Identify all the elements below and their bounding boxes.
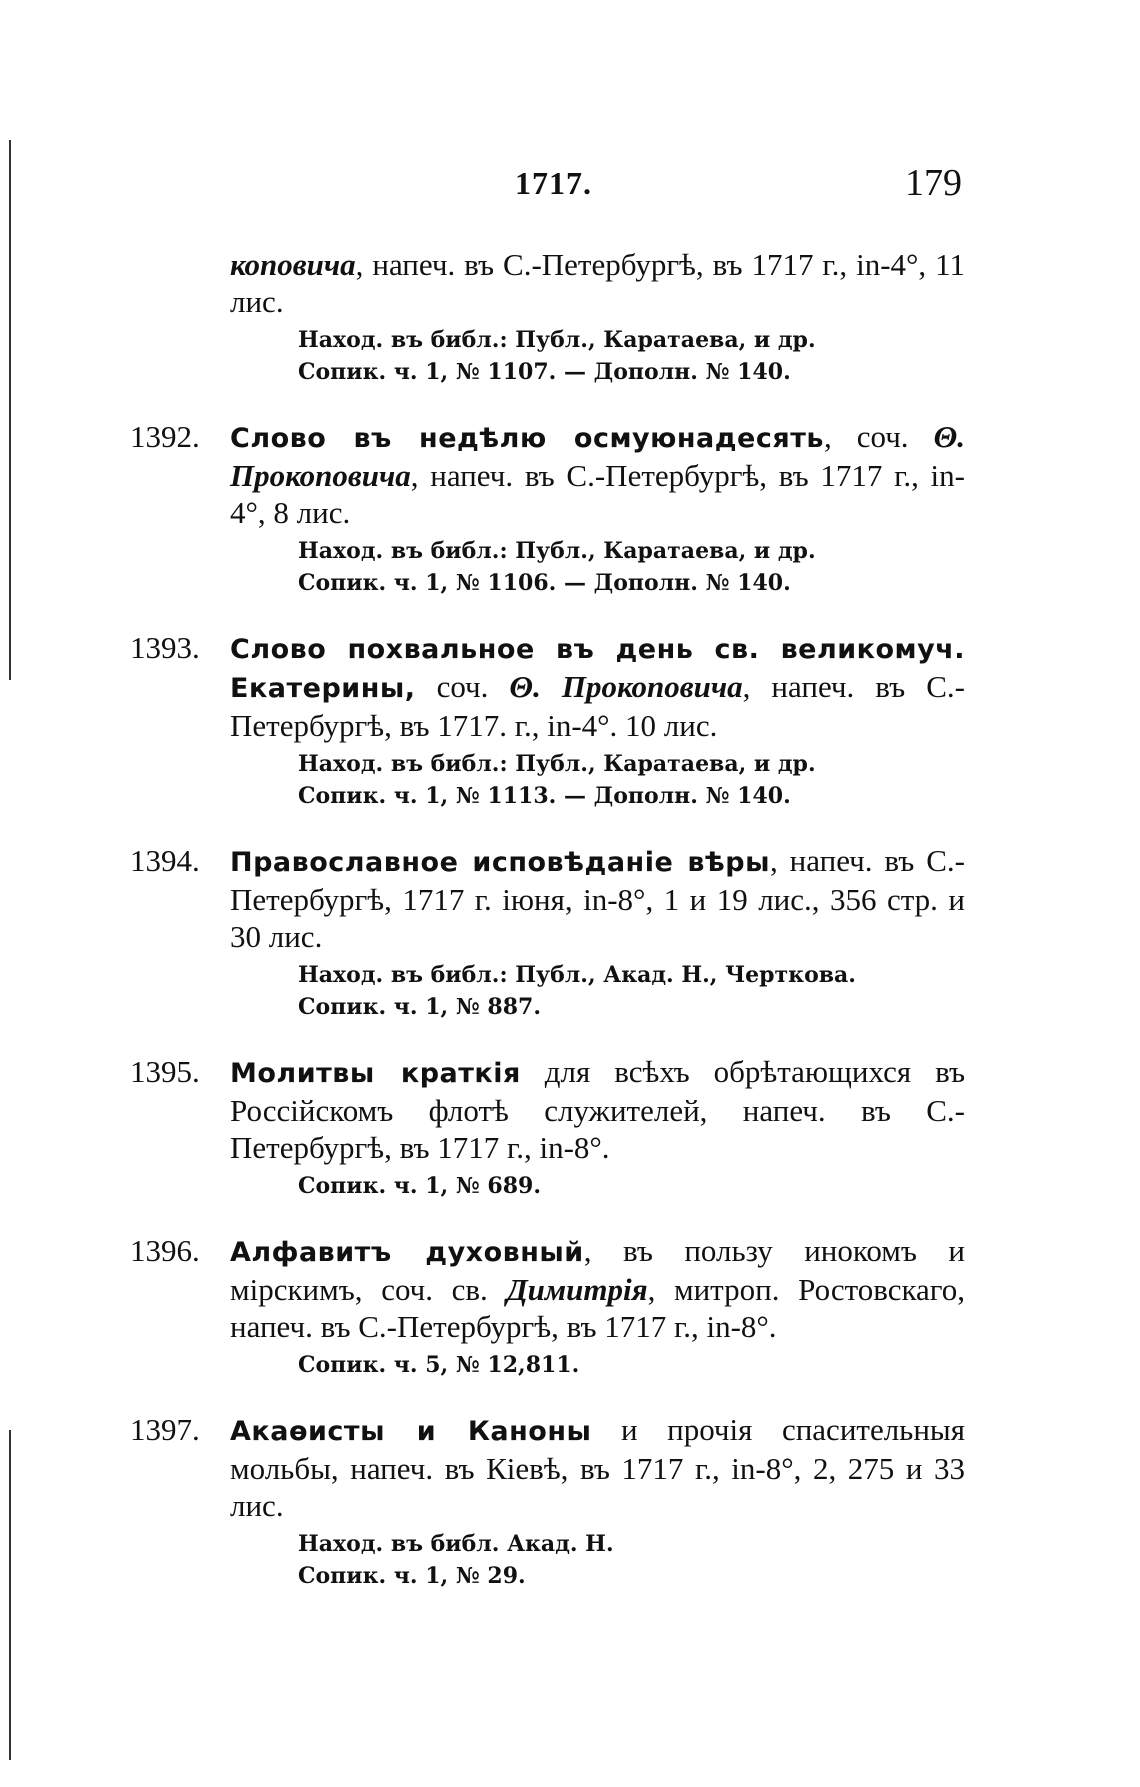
entry-text: , напеч. въ С.-Петербургѣ, 1717 г. іюня, in-8°, 1 и 19 лис., 356 стр. и 30 лис. (230, 843, 965, 954)
entry-1396 (130, 1232, 965, 1381)
entry-number: 1397. (130, 1412, 200, 1447)
entry-sopikov: Сопик. ч. 1, № 29. (298, 1563, 526, 1589)
entry-sopikov: Сопик. ч. 1, № 1106. — Дополн. № 140. (298, 570, 791, 596)
entry-author: Θ. Прокоповича (230, 419, 965, 493)
left-margin-rule (9, 1430, 11, 1760)
entry-1395 (130, 1053, 965, 1202)
running-head: 1717. (515, 165, 592, 201)
entry-sopikov: Сопик. ч. 1, № 1113. — Дополн. № 140. (298, 783, 791, 809)
entry-body (230, 629, 965, 744)
entry-author: коповича (230, 247, 356, 282)
entry-sopikov: Сопик. ч. 1, № 689. (298, 1173, 542, 1199)
entry-text: , напеч. въ С.-Петербургѣ, въ 1717. г., in-4°. 10 лис. (230, 669, 965, 743)
left-margin-rule (9, 140, 11, 680)
entry-number: 1393. (130, 630, 200, 665)
entry-1397 (130, 1411, 965, 1592)
entry-text: , напеч. въ С.-Петербургѣ, въ 1717 г., in-4°, 8 лис. (230, 458, 965, 530)
entry-author: Θ. Прокоповича (509, 669, 743, 704)
entry-sopikov: Сопик. ч. 1, № 887. (298, 994, 542, 1020)
page-number: 179 (905, 162, 962, 204)
entry-location: Наход. въ библ.: Публ., Каратаева, и др. (298, 538, 816, 564)
entry-pre-author: , въ пользу инокомъ и мірскимъ, соч. св. (230, 1233, 966, 1307)
entry-title: Православное исповѣданіе вѣры (230, 847, 771, 878)
entry-text: , напеч. въ С.-Петербургѣ, въ 1717 г., in-4°, 11 лис. (230, 247, 965, 319)
entry-text: для всѣхъ обрѣтающихся въ Россійскомъ флотѣ служителей, напеч. въ С.-Петербургѣ, въ 1717 г., in-8°. (230, 1054, 965, 1165)
entry-author: Димитрія (506, 1272, 648, 1307)
entry-number: 1396. (130, 1233, 200, 1268)
entry-location: Наход. въ библ.: Публ., Каратаева, и др. (298, 751, 816, 777)
entry-body (230, 1053, 965, 1166)
entry-title: Слово похвальное въ день св. великомуч. Екатерины, (230, 634, 965, 704)
entry-pre-author: , соч. (823, 419, 934, 454)
entry-title: Алфавитъ духовный (230, 1237, 584, 1268)
entry-1392 (130, 418, 965, 599)
entry-location: Наход. въ библ.: Публ., Каратаева, и др. (298, 327, 816, 353)
entry-body (230, 418, 965, 531)
entry-1394 (130, 842, 965, 1023)
entry-body (230, 1411, 965, 1524)
entry-sopikov: Сопик. ч. 1, № 1107. — Дополн. № 140. (298, 359, 791, 385)
page-header (0, 162, 1140, 215)
entry-pre-author: соч. (415, 669, 510, 704)
entry-body (230, 842, 965, 955)
entry-1393 (130, 629, 965, 812)
entry-sopikov: Сопик. ч. 5, № 12,811. (298, 1352, 580, 1378)
entry-text: и прочія спасительныя мольбы, напеч. въ Кіевѣ, въ 1717 г., in-8°, 2, 275 и 33 лис. (230, 1412, 966, 1523)
entry-location: Наход. въ библ. Акад. Н. (298, 1531, 614, 1557)
entry-title: Слово въ недѣлю осмуюнадесять (230, 423, 824, 454)
entry-title: Молитвы краткія (230, 1058, 521, 1089)
entry-body (230, 246, 965, 320)
entry-number: 1394. (130, 843, 200, 878)
entry-number: 1395. (130, 1054, 200, 1089)
entry-text: , митроп. Ростовскаго, напеч. въ С.-Петербургѣ, въ 1717 г., in-8°. (230, 1272, 966, 1344)
entry-continuation (130, 246, 965, 388)
entry-body (230, 1232, 965, 1345)
bibliography-content (130, 246, 965, 1622)
entry-number: 1392. (130, 419, 200, 454)
entry-location: Наход. въ библ.: Публ., Акад. Н., Черткова. (298, 962, 856, 988)
entry-title: Акаѳисты и Каноны (230, 1416, 592, 1447)
